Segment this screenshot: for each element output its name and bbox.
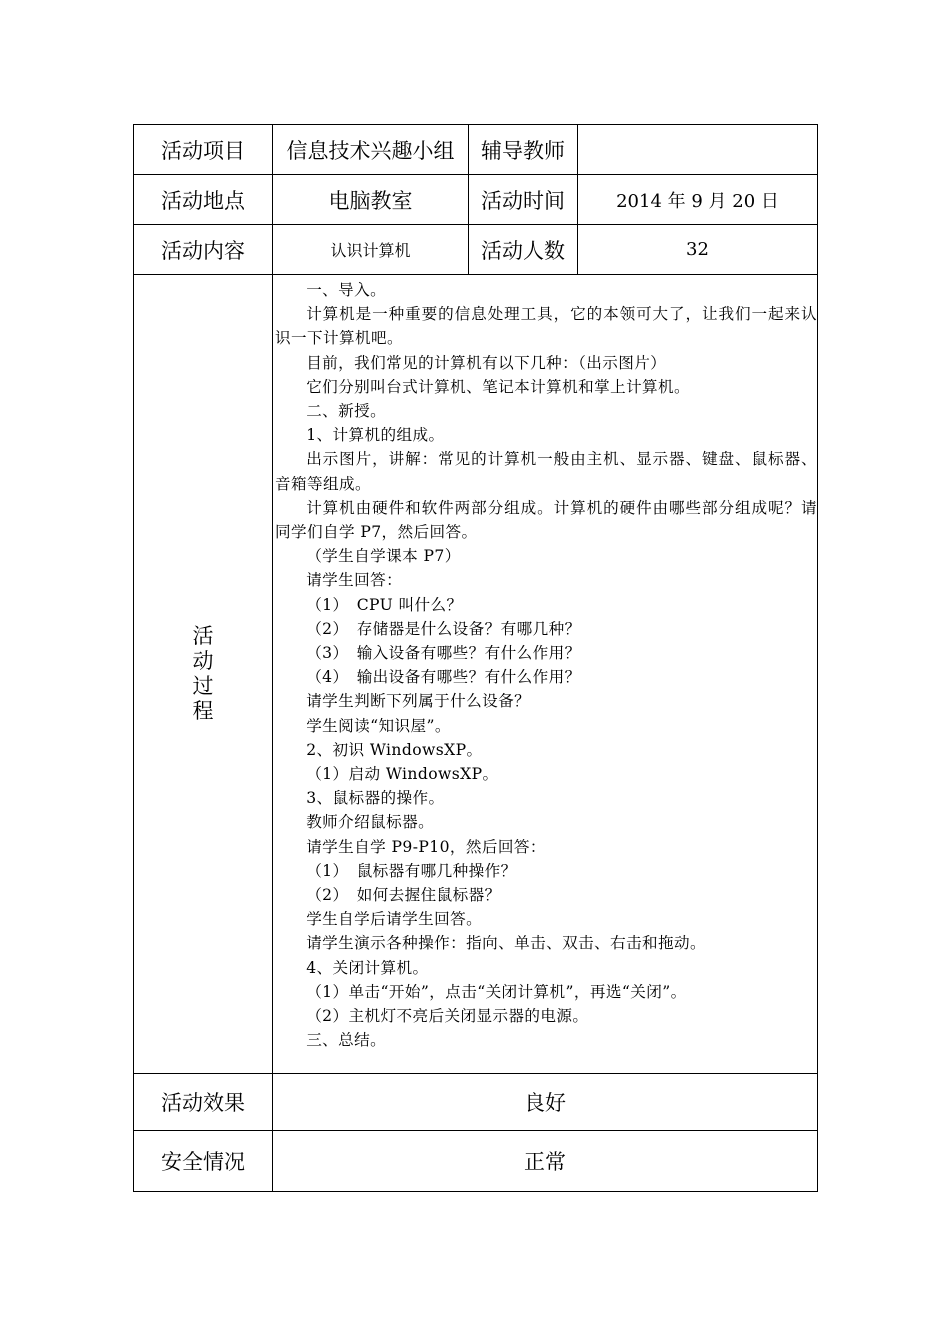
process-line: 教师介绍鼠标器。 <box>306 813 435 832</box>
process-line: 2、初识 WindowsXP。 <box>306 740 483 759</box>
process-line: 请学生回答： <box>306 571 403 590</box>
value-teacher <box>578 125 818 175</box>
row-location <box>134 175 818 225</box>
activity-record-table <box>133 124 818 1192</box>
process-line: （2） 如何去握住鼠标器？ <box>306 886 501 905</box>
process-line: （1） 鼠标器有哪几种操作？ <box>306 861 517 880</box>
label-project: 活动项目 <box>134 125 273 175</box>
process-line: （1） CPU 叫什么？ <box>306 595 463 614</box>
label-content: 活动内容 <box>134 225 273 275</box>
process-line: 请学生自学 P9-P10，然后回答： <box>306 837 546 856</box>
label-process-char: 程 <box>192 699 214 723</box>
process-line: 一、导入。 <box>306 281 387 299</box>
label-participants: 活动人数 <box>469 225 578 275</box>
process-line: （1）单击“开始”，点击“关闭计算机”，再选“关闭”。 <box>306 982 687 1001</box>
label-time: 活动时间 <box>469 175 578 225</box>
process-text <box>273 275 817 1053</box>
process-line: 计算机由硬件和软件两部分组成。计算机的硬件由哪些部分组成呢？请同学们自学 P7，然后回答。 <box>275 498 817 542</box>
process-line: （2）主机灯不亮后关闭显示器的电源。 <box>306 1007 589 1026</box>
row-safety <box>134 1131 818 1192</box>
process-line: （1）启动 WindowsXP。 <box>306 765 499 784</box>
row-project <box>134 125 818 175</box>
value-effect: 良好 <box>273 1074 818 1131</box>
process-content <box>273 275 818 1074</box>
label-process-char: 动 <box>192 649 214 673</box>
process-line: 计算机是一种重要的信息处理工具，它的本领可大了，让我们一起来认识一下计算机吧。 <box>275 305 817 348</box>
process-line: 二、新授。 <box>306 402 387 421</box>
row-process <box>134 275 818 1074</box>
process-line: 它们分别叫台式计算机、笔记本计算机和掌上计算机。 <box>306 377 691 396</box>
process-line: 请学生演示各种操作：指向、单击、双击、右击和拖动。 <box>306 934 707 953</box>
label-process-char: 过 <box>192 674 214 698</box>
row-content <box>134 225 818 275</box>
value-participants: 32 <box>578 225 818 275</box>
value-content: 认识计算机 <box>273 225 469 275</box>
label-process-char: 活 <box>192 624 214 648</box>
process-line: 三、总结。 <box>306 1031 387 1050</box>
process-line: 3、鼠标器的操作。 <box>306 789 445 808</box>
value-location: 电脑教室 <box>273 175 469 225</box>
process-line: 出示图片，讲解：常见的计算机一般由主机、显示器、键盘、鼠标器、音箱等组成。 <box>275 450 817 493</box>
label-teacher: 辅导教师 <box>469 125 578 175</box>
process-line: 学生自学后请学生回答。 <box>306 910 483 929</box>
label-safety: 安全情况 <box>134 1131 273 1192</box>
label-effect: 活动效果 <box>134 1074 273 1131</box>
process-line: （学生自学课本 P7） <box>306 547 461 566</box>
process-line: 目前，我们常见的计算机有以下几种：（出示图片） <box>306 353 667 372</box>
process-line: （3） 输入设备有哪些？有什么作用？ <box>306 644 581 663</box>
value-project: 信息技术兴趣小组 <box>273 125 469 175</box>
process-line: 学生阅读“知识屋”。 <box>306 716 451 735</box>
process-line: （2） 存储器是什么设备？有哪几种？ <box>306 619 581 638</box>
value-safety: 正常 <box>273 1131 818 1192</box>
process-line: 1、计算机的组成。 <box>306 426 445 445</box>
process-line: 请学生判断下列属于什么设备？ <box>306 692 531 711</box>
label-process <box>134 275 273 1074</box>
label-location: 活动地点 <box>134 175 273 225</box>
value-time: 2014 年 9 月 20 日 <box>578 175 818 225</box>
process-line: （4） 输出设备有哪些？有什么作用？ <box>306 668 581 687</box>
row-effect <box>134 1074 818 1131</box>
process-line: 4、关闭计算机。 <box>306 958 429 977</box>
